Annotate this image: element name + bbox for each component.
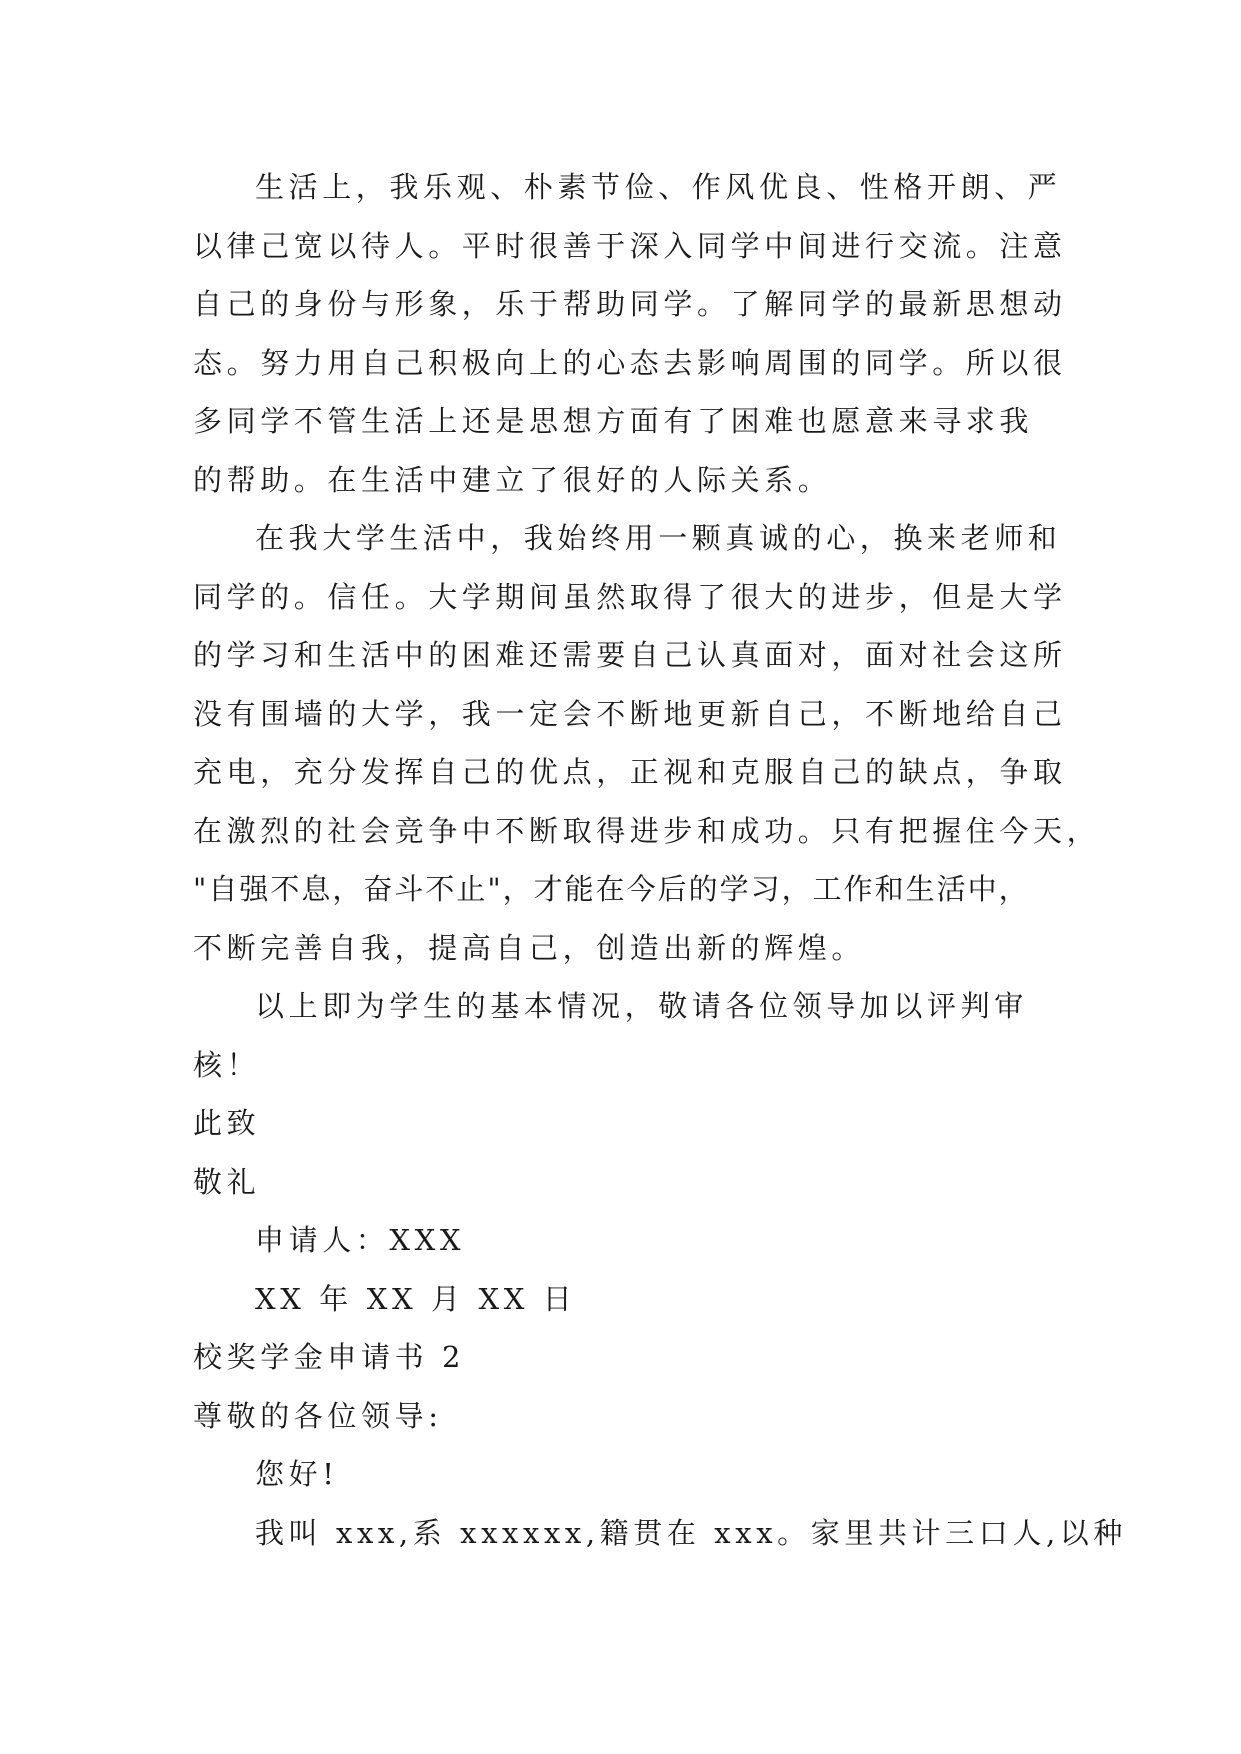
paragraph-line: 我叫 xxx,系 xxxxxx,籍贯在 xxx。家里共计三口人,以种	[255, 1515, 1127, 1550]
paragraph-line: 核！	[193, 1047, 261, 1082]
paragraph-line: 在激烈的社会竞争中不断取得进步和成功。只有把握住今天，	[193, 813, 1101, 848]
paragraph-line: 同学的。信任。大学期间虽然取得了很大的进步，但是大学	[193, 579, 1067, 614]
section-title: 校奖学金申请书 2	[193, 1340, 466, 1374]
paragraph-line: 没有围墙的大学，我一定会不断地更新自己，不断地给自己	[193, 696, 1067, 731]
date-line: XX 年 XX 月 XX 日	[255, 1281, 577, 1316]
paragraph-line: 不断完善自我，提高自己，创造出新的辉煌。	[193, 930, 866, 965]
signature-line: 申请人：XXX	[255, 1223, 466, 1257]
paragraph-line: 自己的身份与形象，乐于帮助同学。了解同学的最新思想动	[193, 287, 1067, 321]
paragraph-line: 的帮助。在生活中建立了很好的人际关系。	[193, 462, 832, 497]
paragraph-line: 的学习和生活中的困难还需要自己认真面对，面对社会这所	[193, 638, 1067, 672]
salutation-line: 尊敬的各位领导:	[193, 1398, 443, 1433]
paragraph-line: "自强不息，奋斗不止"，才能在今后的学习，工作和生活中，	[193, 872, 1030, 906]
paragraph-line: 生活上，我乐观、朴素节俭、作风优良、性格开朗、严	[255, 170, 1062, 204]
closing-line: 此致	[193, 1106, 261, 1140]
paragraph-line: 以上即为学生的基本情况，敬请各位领导加以评判审	[255, 989, 1028, 1023]
closing-line: 敬礼	[193, 1164, 261, 1199]
document-body	[193, 158, 1127, 1562]
paragraph-line: 态。努力用自己积极向上的心态去影响周围的同学。所以很	[193, 345, 1067, 380]
paragraph-line: 多同学不管生活上还是思想方面有了困难也愿意来寻求我	[193, 404, 1034, 438]
paragraph-line: 在我大学生活中，我始终用一颗真诚的心，换来老师和	[255, 521, 1062, 555]
paragraph-line: 充电，充分发挥自己的优点，正视和克服自己的缺点，争取	[193, 755, 1067, 789]
paragraph-line: 以律己宽以待人。平时很善于深入同学中间进行交流。注意	[193, 228, 1067, 263]
greeting-line: 您好!	[255, 1457, 339, 1491]
